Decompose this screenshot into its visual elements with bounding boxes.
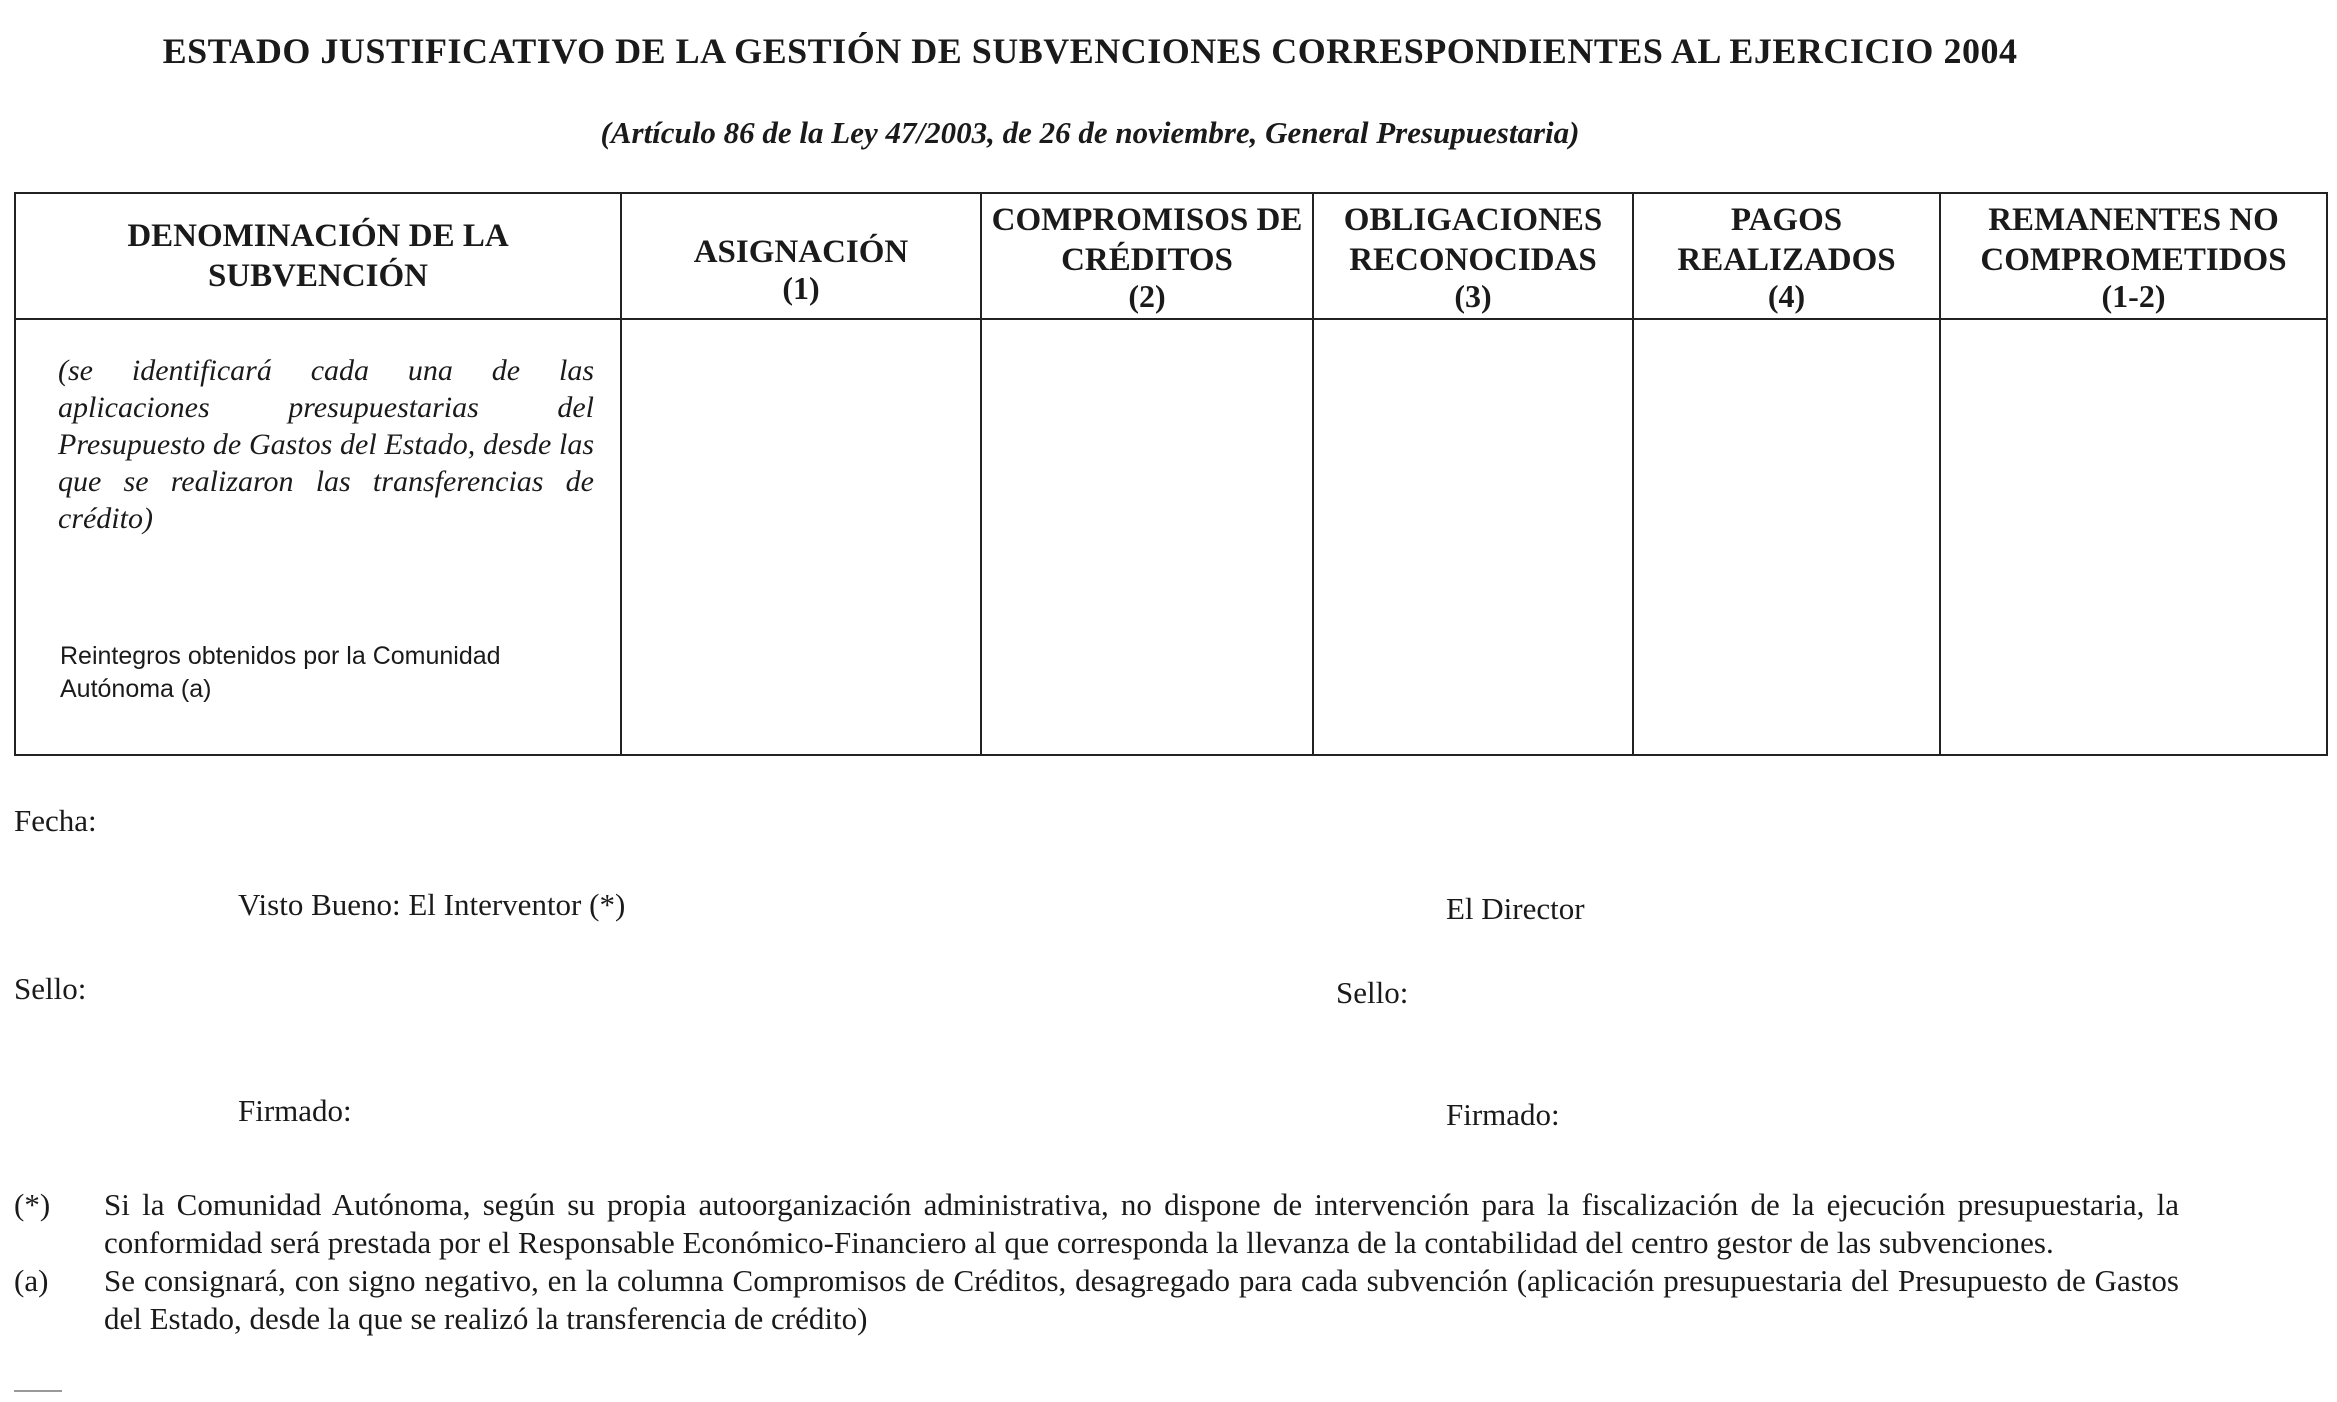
director-label: El Director xyxy=(1446,891,1585,926)
table-header-row xyxy=(15,193,2327,319)
sello-left-label: Sello: xyxy=(14,971,87,1006)
header-obligaciones xyxy=(1313,193,1633,319)
header-compromisos xyxy=(981,193,1313,319)
footnote-mark: (a) xyxy=(14,1263,49,1298)
document-title: ESTADO JUSTIFICATIVO DE LA GESTIÓN DE SUBVENCIONES CORRESPONDIENTES AL EJERCICIO 2004 xyxy=(162,31,2018,71)
header-label: COMPROMISOS DE CRÉDITOS xyxy=(991,202,1303,278)
cell-denominacion xyxy=(15,319,621,755)
header-number: (4) xyxy=(1767,278,1806,314)
cell-obligaciones[interactable] xyxy=(1313,319,1633,755)
cell-asignacion[interactable] xyxy=(621,319,981,755)
footnote-interventor xyxy=(14,1186,2179,1262)
header-pagos xyxy=(1633,193,1940,319)
header-asignacion xyxy=(621,193,981,319)
footnote-reintegros xyxy=(14,1262,2179,1338)
footnotes xyxy=(14,1186,2179,1338)
cell-pagos[interactable] xyxy=(1633,319,1940,755)
firmado-right-label: Firmado: xyxy=(1446,1097,1560,1132)
description-reintegros: Reintegros obtenidos por la Comunidad Autónoma (a) xyxy=(60,642,501,703)
header-number: (2) xyxy=(1128,278,1166,314)
footnote-mark: (*) xyxy=(14,1187,51,1222)
bottom-rule xyxy=(14,1390,62,1392)
footnote-text: Si la Comunidad Autónoma, según su propia autoorganización administrativa, no dispone de intervención para la fiscalización de la ejecución presupuestaria, la conformidad será prestada por el Responsable Económico-Financiero al que corresponda la llevanza de la contabilidad del centro gestor de las subvenciones. xyxy=(104,1187,2179,1260)
header-number: (3) xyxy=(1454,278,1492,314)
document-subtitle: (Artículo 86 de la Ley 47/2003, de 26 de noviembre, General Presupuestaria) xyxy=(600,115,1580,150)
header-label: PAGOS REALIZADOS xyxy=(1677,202,1896,278)
firmado-left-label: Firmado: xyxy=(238,1093,352,1128)
header-remanentes xyxy=(1940,193,2327,319)
visto-bueno-label: Visto Bueno: El Interventor (*) xyxy=(238,887,626,922)
sello-right-label: Sello: xyxy=(1336,975,1409,1010)
footnote-text: Se consignará, con signo negativo, en la columna Compromisos de Créditos, desagregado para cada subvención (aplicación presupuestaria del Presupuesto de Gastos del Estado, desde la que se realizó la transferencia de crédito) xyxy=(104,1263,2179,1336)
description-instructions: (se identificará cada una de las aplicaciones presupuestarias del Presupuesto de Gastos del Estado, desde las que se realizaron las transferencias de crédito) xyxy=(58,354,594,535)
header-label: DENOMINACIÓN DE LA SUBVENCIÓN xyxy=(127,218,509,294)
header-number: (1-2) xyxy=(2101,278,2166,314)
fecha-label: Fecha: xyxy=(14,803,97,838)
table-row xyxy=(15,319,2327,755)
header-denominacion xyxy=(15,193,621,319)
cell-compromisos[interactable] xyxy=(981,319,1313,755)
header-label: ASIGNACIÓN xyxy=(693,234,909,270)
cell-remanentes[interactable] xyxy=(1940,319,2327,755)
header-label: OBLIGACIONES RECONOCIDAS xyxy=(1343,202,1603,278)
header-number: (1) xyxy=(782,270,820,306)
header-label: REMANENTES NO COMPROMETIDOS xyxy=(1980,202,2287,278)
subsidies-table xyxy=(14,192,2328,756)
